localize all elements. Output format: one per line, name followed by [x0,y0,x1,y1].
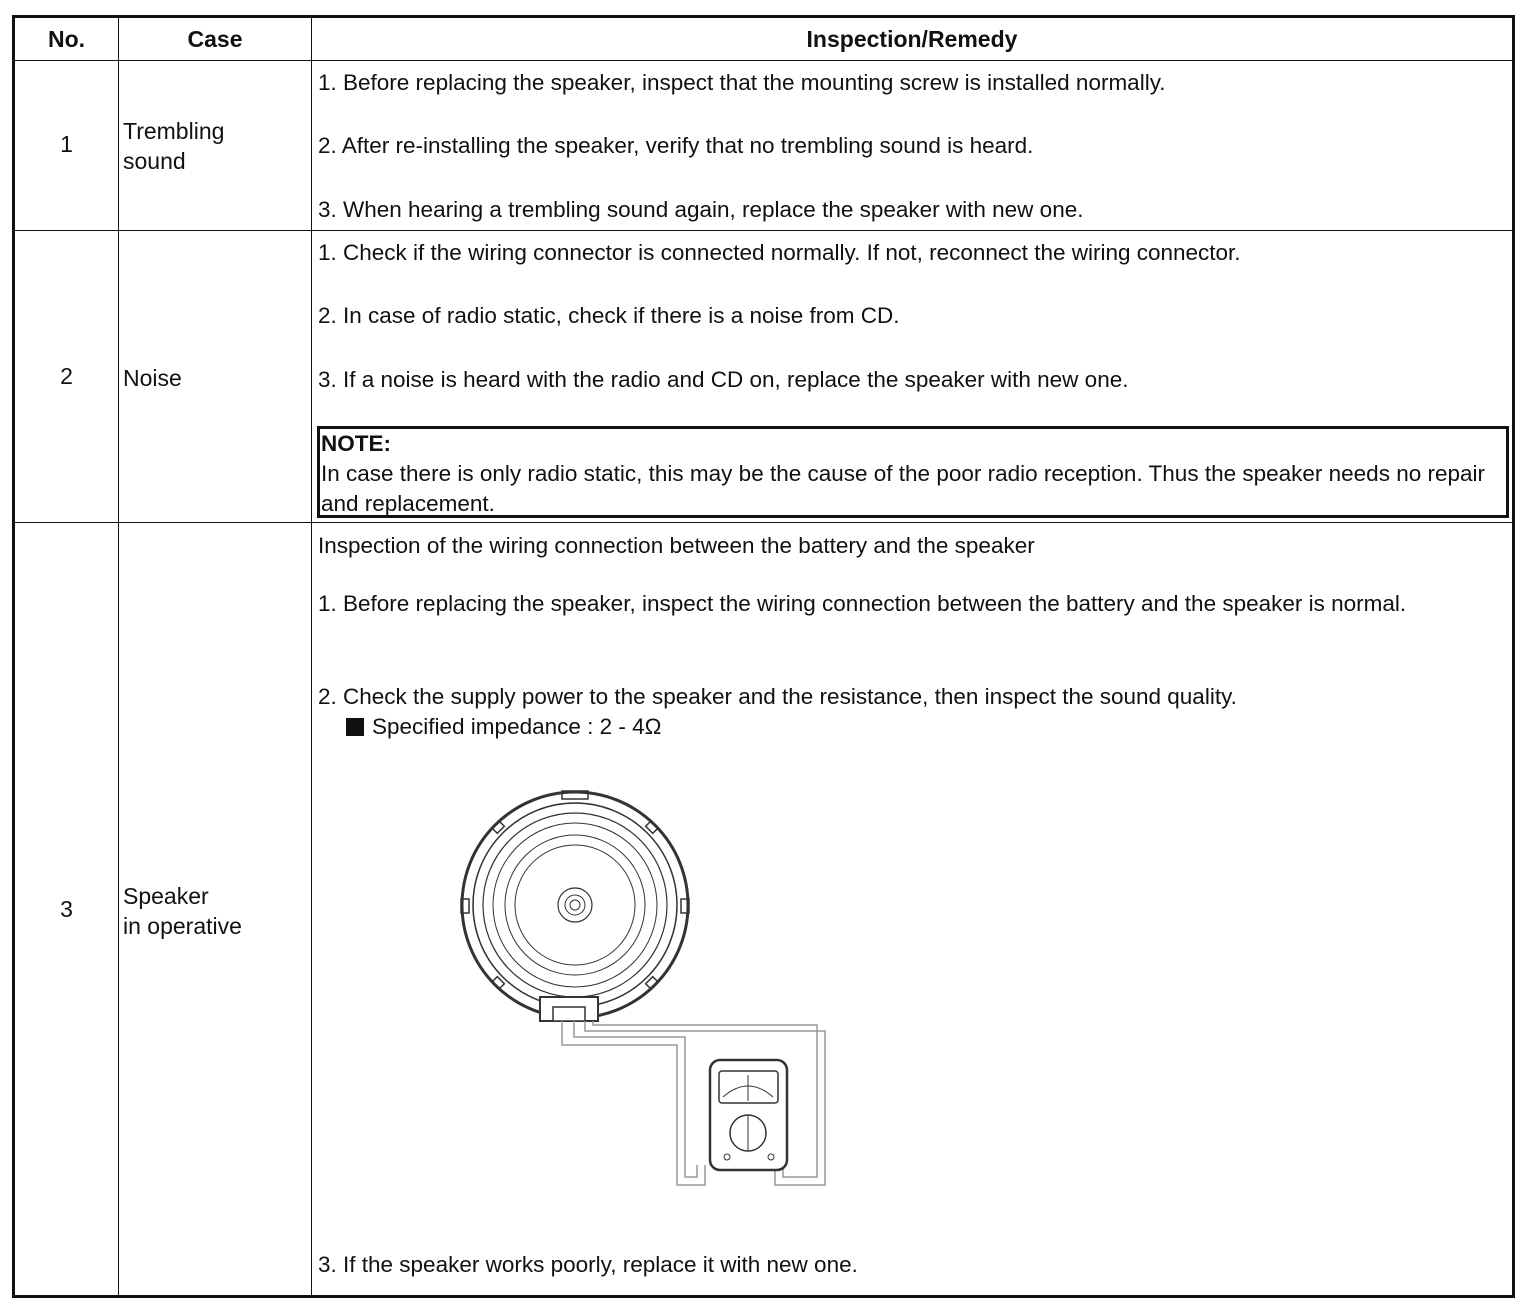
row-3-step-1: 1. Before replacing the speaker, inspect the wiring connection between the battery and the speaker is normal. [318,591,1407,616]
speaker-dust-cap [558,888,592,922]
row-1-step-3: 3. When hearing a trembling sound again, replace the speaker with new one. [318,197,1084,222]
row-3-spec [346,712,661,742]
speaker-outer-ring [462,792,688,1018]
header-remedy: Inspection/Remedy [806,26,1018,52]
row-1-step-1: 1. Before replacing the speaker, inspect that the mounting screw is installed normally. [318,70,1166,95]
row-3-step-3: 3. If the speaker works poorly, replace it with new one. [318,1252,858,1277]
note-title: NOTE: [321,431,391,456]
row-3-case [123,881,308,941]
row-1-case-line1: Trembling [123,118,225,144]
row-3-step-2: 2. Check the supply power to the speaker and the resistance, then inspect the sound quality. [318,684,1237,709]
column-divider [118,18,119,1295]
row-1-no: 1 [60,131,73,157]
header-case: Case [187,26,243,52]
row-divider [15,230,1512,231]
note-text: In case there is only radio static, this may be the cause of the poor radio reception. Thus the speaker needs no repair and replacement. [321,461,1486,516]
row-2-case: Noise [123,365,182,391]
row-3-no: 3 [60,896,73,922]
spec-text: Specified impedance : 2 - 4Ω [372,714,662,739]
row-3-intro: Inspection of the wiring connection between the battery and the speaker [318,533,1035,558]
bullet-square-icon [346,718,364,736]
row-3-case-line1: Speaker [123,883,209,909]
row-3-case-line2: in operative [123,913,242,939]
note-box [317,426,1509,518]
row-1-case [123,116,308,176]
row-2-no: 2 [60,363,73,389]
row-2-step-3: 3. If a noise is heard with the radio and CD on, replace the speaker with new one. [318,367,1129,392]
column-divider [311,18,312,1295]
row-divider [15,522,1512,523]
row-2-step-2: 2. In case of radio static, check if there is a noise from CD. [318,303,900,328]
row-1-step-2: 2. After re-installing the speaker, verify that no trembling sound is heard. [318,133,1034,158]
row-divider [15,60,1512,61]
header-no: No. [47,26,86,52]
row-1-case-line2: sound [123,148,186,174]
speaker-multimeter-illustration [445,775,845,1195]
row-2-step-1: 1. Check if the wiring connector is connected normally. If not, reconnect the wiring connector. [318,240,1241,265]
